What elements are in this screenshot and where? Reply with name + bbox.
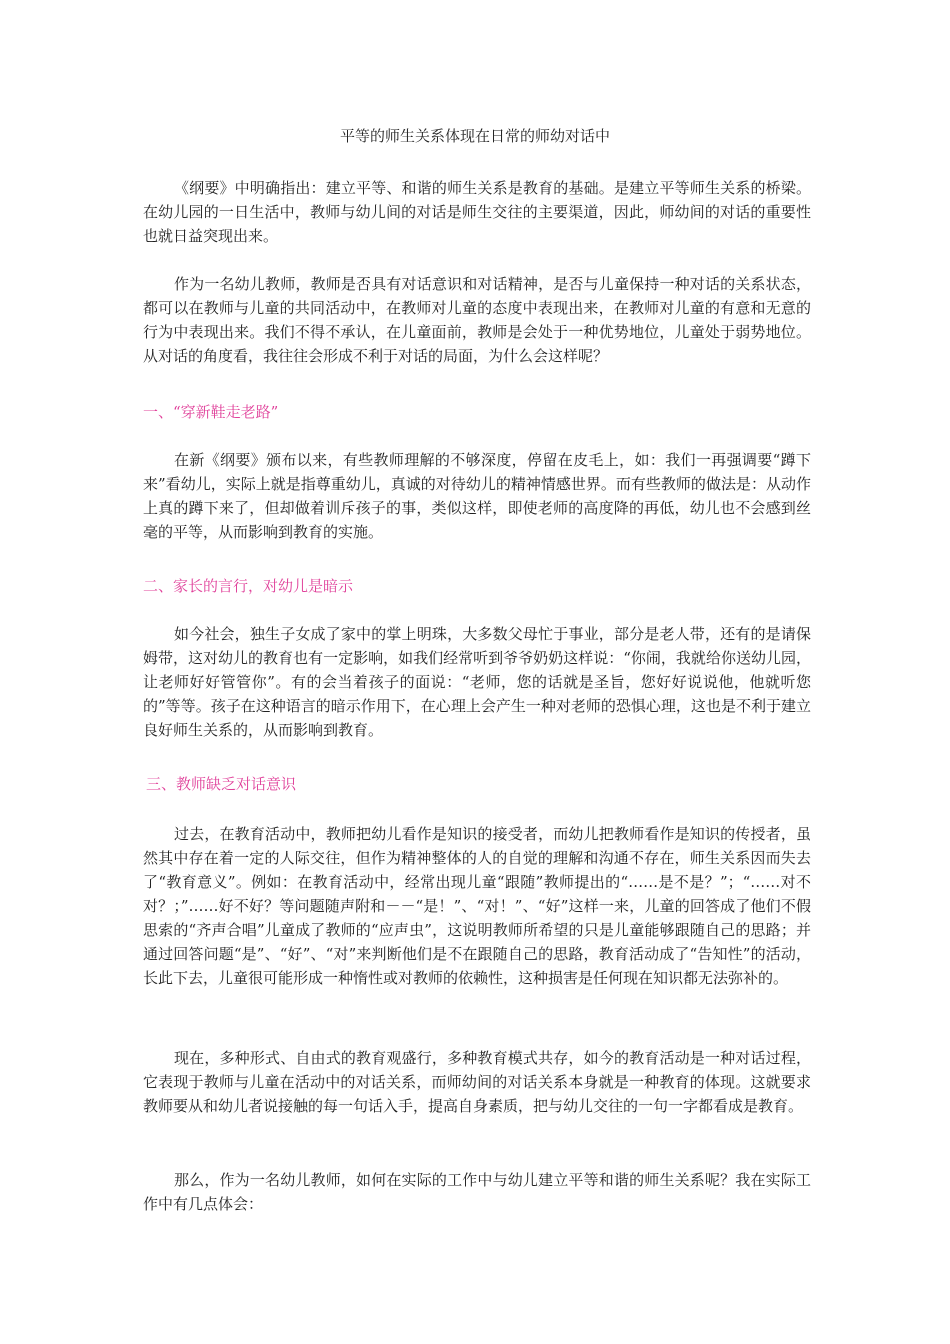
section-2-body: 如今社会，独生子女成了家中的掌上明珠，大多数父母忙于事业，部分是老人带，还有的是请保姆带，这对幼儿的教育也有一定影响，如我们经常听到爷爷奶奶这样说：“你闹，我就给你送幼儿园，让老师好好管管你”。有的会当着孩子的面说：“老师，您的话就是圣旨，您好好说说他，他就听您的”等等。孩子在这种语言的暗示作用下，在心理上会产生一种对老师的恐惧心理，这也是不利于建立良好师生关系的，从而影响到教育。 [143,625,811,739]
document-title: 平等的师生关系体现在日常的师幼对话中 [339,127,610,145]
section-1-body: 在新《纲要》颁布以来，有些教师理解的不够深度，停留在皮毛上，如：我们一再强调要“蹲下来”看幼儿，实际上就是指尊重幼儿，真诚的对待幼儿的精神情感世界。而有些教师的做法是：从动作上真的蹲下来了，但却做着训斥孩子的事，类似这样，即使老师的高度降的再低，幼儿也不会感到丝毫的平等，从而影响到教育的实施。 [143,451,811,541]
closing-paragraph-2: 那么，作为一名幼儿教师，如何在实际的工作中与幼儿建立平等和谐的师生关系呢？我在实际工作中有几点体会： [143,1171,811,1213]
section-3-heading: 三、教师缺乏对话意识 [146,775,297,793]
section-1-heading: 一、“穿新鞋走老路” [143,403,279,421]
section-2-heading: 二、家长的言行，对幼儿是暗示 [143,577,354,595]
closing-paragraph-1: 现在，多种形式、自由式的教育观盛行，多种教育模式共存，如今的教育活动是一种对话过程，它表现于教师与儿童在活动中的对话关系，而师幼间的对话关系本身就是一种教育的体现。这就要求教师要从和幼儿者说接触的每一句话入手，提高自身素质，把与幼儿交往的一句一字都看成是教育。 [143,1049,811,1115]
intro-paragraph-2: 作为一名幼儿教师，教师是否具有对话意识和对话精神，是否与儿童保持一种对话的关系状态，都可以在教师与儿童的共同活动中，在教师对儿童的态度中表现出来，在教师对儿童的有意和无意的行为中表现出来。我们不得不承认，在儿童面前，教师是会处于一种优势地位，儿童处于弱势地位。从对话的角度看，我往往会形成不利于对话的局面，为什么会这样呢？ [143,275,811,365]
intro-paragraph-1: 《纲要》中明确指出：建立平等、和谐的师生关系是教育的基础。是建立平等师生关系的桥梁。在幼儿园的一日生活中，教师与幼儿间的对话是师生交往的主要渠道，因此，师幼间的对话的重要性也就日益突现出来。 [143,179,811,245]
section-3-body: 过去，在教育活动中，教师把幼儿看作是知识的接受者，而幼儿把教师看作是知识的传授者，虽然其中存在着一定的人际交往，但作为精神整体的人的自觉的理解和沟通不存在，师生关系因而失去了“教育意义”。例如：在教育活动中，经常出现儿童“跟随”教师提出的“……是不是？”；“……对不对？；”……好不好？等问题随声附和－－“是！”、“对！”、“好”这样一来，儿童的回答成了他们不假思索的“齐声合唱”儿童成了教师的“应声虫”，这说明教师所希望的只是儿童能够跟随自己的思路；并通过回答问题“是”、“好”、“对”来判断他们是不在跟随自己的思路，教育活动成了“告知性”的活动，长此下去，儿童很可能形成一种惰性或对教师的依赖性，这种损害是任何现在知识都无法弥补的。 [143,825,811,987]
